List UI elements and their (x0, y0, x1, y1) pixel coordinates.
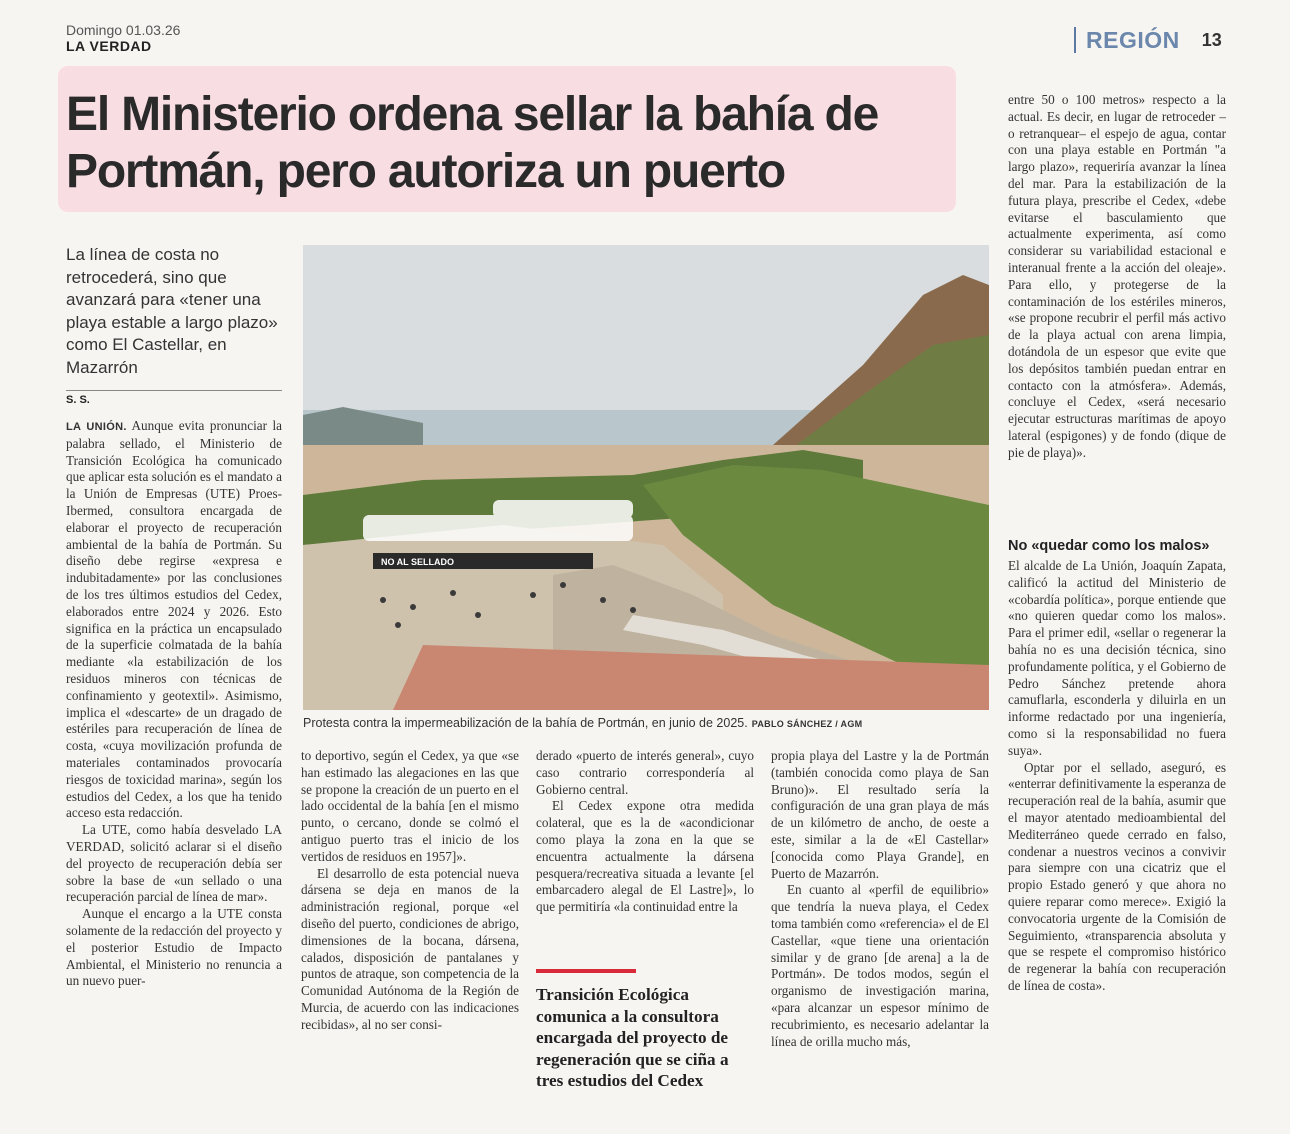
paragraph: La UTE, como había desvelado LA VERDAD, solicitó aclarar si el diseño del proyecto de recuperación debía ser sobre la base de «un sellado o una recuperación parcial de línea de mar». (66, 822, 282, 905)
article-column-1 (66, 418, 282, 990)
paragraph: El desarrollo de esta potencial nueva dársena se deja en manos de la administración regional, porque «el diseño del puerto, condiciones de abrigo, dimensiones de la bocana, dársena, calados, disposición de pantalanes y puntos de atraque, son competencia de la Comunidad Autónoma de la Región de Murcia, de acuerdo con las indicaciones recibidas», al no ser consi- (301, 865, 519, 1032)
paragraph: to deportivo, según el Cedex, ya que «se han estimado las alegaciones en las que se propone la creación de un puerto en el lado occidental de la bahía [en el mismo punto, o cercano, donde se colmó el antiguo puerto tras el inicio de los vertidos de residuos en 1957]». (301, 748, 519, 864)
section-subtitle: No «quedar como los malos» (1008, 538, 1210, 554)
protest-photo-illustration (303, 245, 989, 710)
article-column-5-top (1008, 92, 1226, 462)
paragraph: propia playa del Lastre y la de Portmán (también conocida como playa de San Bruno)». El resultado sería la configuración de una gran playa de más de un kilómetro de ancho, de oeste a este, similar a la de «El Castellar» [conocida como Playa Grande], en Puerto de Mazarrón. (771, 748, 989, 881)
pullquote: Transición Ecológica comunica a la consultora encargada del proyecto de regeneración que se ciña a tres estudios del Cedex (536, 985, 729, 1090)
paragraph-text: Aunque evita pronunciar la palabra sellado, el Ministerio de Transición Ecológica ha comunicado que aplicar esta solución es el mandato a la Unión de Empresas (UTE) Proes-Ibermed, consultora encargada de elaborar el proyecto de recuperación ambiental de la bahía de Portmán. Su diseño debe regirse «expresa e indubitadamente» por las conclusiones de los tres últimos estudios del Cedex, elaborados entre 2024 y 2026. Esto significa en la práctica un encapsulado de la superficie colmatada de la bahía mediante «la estabilización de los residuos mineros con técnicas de confinamiento y geotextil». Asimismo, implica el «descarte» de un dragado de estériles para recuperación de línea de costa, «cuya movilización profunda de materiales contaminados provocaría riesgos de toxicidad marina», según los estudios del Cedex, a los que ha tenido acceso esta redacción. (66, 418, 282, 821)
paragraph: El alcalde de La Unión, Joaquín Zapata, calificó la actitud del Ministerio de «cobardía política», porque entiende que «no quieren quedar como los malos». Para el primer edil, «sellar o regenerar la bahía no es una decisión técnica, sino profundamente política, y el Gobierno de Pedro Sánchez pretende ahora camuflarla, esconderla y diluirla en un informe redactado por una ingeniería, como si la responsabilidad no fuera suya». (1008, 558, 1226, 758)
paragraph: entre 50 o 100 metros» respecto a la actual. Es decir, en lugar de retroceder –o retranquear– el espejo de agua, contar con una playa estable en Portmán "a largo plazo», requeriría avanzar la línea del mar. Para la estabilización de la futura playa, prescribe el Cedex, «debe evitarse el basculamiento que actualmente experimenta, así como considerar su variabilidad estacional e interanual frente a la acción del oleaje». Para ello, y protegerse de la contaminación de los estériles mineros, «se propone recubrir el perfil más activo de la playa actual con arena limpia, dotándola de un espesor que evite que los depósitos también puedan entrar en contacto con la atmósfera». Además, concluye el Cedex, «será necesario ejecutar estructuras marítimas de apoyo lateral (espigones) y de fondo (dique de pie de playa)». (1008, 92, 1226, 460)
section-divider (1074, 27, 1076, 53)
paragraph: El Cedex expone otra medida colateral, que es la de «acondicionar como playa la zona en la que se encuentra actualmente la dársena pesquera/recreativa situada a levante [el embarcadero alegal de El Lastre]», lo que permitiría «la continuidad entre la (536, 798, 754, 915)
page-number: 13 (1201, 29, 1222, 50)
newspaper-name: LA VERDAD (66, 38, 152, 54)
pullquote-rule (536, 969, 636, 973)
dateline: LA UNIÓN. (66, 421, 127, 433)
subhead-divider (66, 390, 282, 391)
byline: S. S. (66, 394, 90, 406)
headline: El Ministerio ordena sellar la bahía de Portmán, pero autoriza un puerto (66, 88, 879, 198)
paragraph: Optar por el sellado, aseguró, es «enterrar definitivamente la esperanza de recuperación real de la bahía, asumir que el mayor atentado medioambiental del Mediterráneo quede cerrado en falso, condenar a nuestros vecinos a convivir para siempre con una cicatriz que el propio Estado generó y que ahora no quiere reparar como merece». Exigió la convocatoria urgente de la Comisión de Seguimiento, «transparencia absoluta y que se respete el compromiso histórico de regenerar la bahía con recuperación de línea de costa». (1008, 759, 1226, 993)
paragraph: Aunque el encargo a la UTE consta solamente de la redacción del proyecto y el posterior Estudio de Impacto Ambiental, el Ministerio no renuncia a un nuevo puer- (66, 906, 282, 989)
news-photo (303, 245, 989, 710)
paragraph (66, 418, 282, 822)
caption-text: Protesta contra la impermeabilización de la bahía de Portmán, en junio de 2025. (303, 716, 748, 730)
subheadline: La línea de costa no retrocederá, sino que avanzará para «tener una playa estable a largo plazo» como El Castellar, en Mazarrón (66, 245, 278, 377)
section-name: REGIÓN (1086, 26, 1180, 53)
paragraph: En cuanto al «perfil de equilibrio» que tendría la nueva playa, el Cedex toma también como «referencia» el de El Castellar, «que tiene una orientación similar y de grano [de arena] a la de Portmán». De todos modos, según el organismo de investigación marina, «para alcanzar un espesor mínimo de recubrimiento, es necesario adelantar la línea de orilla mucho más, (771, 882, 989, 1049)
issue-date: Domingo 01.03.26 (66, 22, 181, 38)
article-column-3 (536, 748, 754, 916)
section-header (1074, 24, 1222, 56)
article-column-2 (301, 748, 519, 1034)
photo-credit: PABLO SÁNCHEZ / AGM (751, 719, 863, 729)
article-column-4 (771, 748, 989, 1050)
banner-text: NO AL SELLADO (381, 557, 455, 567)
paragraph: derado «puerto de interés general», cuyo caso contrario correspondería al Gobierno central. (536, 748, 754, 797)
article-column-5-bottom (1008, 558, 1226, 995)
photo-caption (303, 716, 862, 730)
